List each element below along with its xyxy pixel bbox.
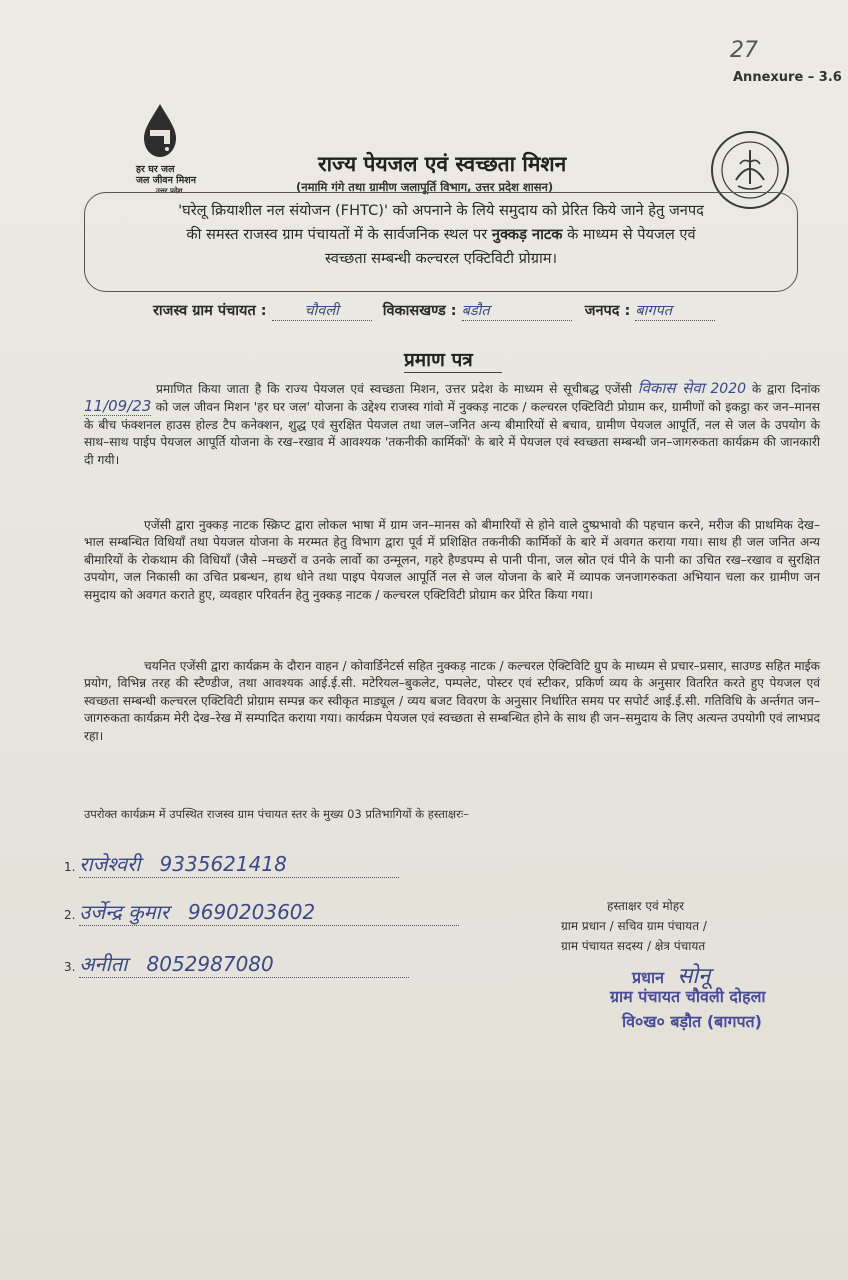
location-fields [153,300,715,321]
gram-panchayat-stamp: ग्राम पंचायत चौवली दोहला [610,987,766,1006]
signatory-phone: 9335621418 [159,852,287,876]
signature-block-line: ग्राम पंचायत सदस्य / क्षेत्र पंचायत [561,939,706,953]
gram-panchayat-label: राजस्व ग्राम पंचायत : [153,303,267,319]
banner-line: स्वच्छता सम्बन्धी कल्चरल एक्टिविटी प्रोग्राम। [325,250,557,267]
signatory-row [64,850,399,878]
block-stamp: वि०ख० बड़ौत (बागपत) [622,1012,762,1031]
block-value: बडौत [462,300,572,321]
pradhan-signature: सोनू [677,964,711,989]
block-label: विकासखण्ड : [382,303,457,319]
signatory-entry [79,950,409,978]
page-number: 27 [730,38,758,63]
paragraph-text: को जल जीवन मिशन 'हर घर जल' योजना के उद्देश्य राजस्व गांवो में नुक्कड़ नाटक / कल्चरल एक्टिविटी प्रोग्राम कर, ग्रामीणों को इकट्ठा कर जन–मानस के बीच फंक्शनल हाउस होल्ड टैप कनेक्शन, शुद्ध एवं सुरक्षित पेयजल तथा जल–जनित अन्य बीमारियों से बचाव, ग्रामीण पेयजल आपूर्ति, नल से जल के उपयोग के साथ–साथ पाईप पेयजल आपूर्ति योजना के रख–रखाव में आवश्यक 'तकनीकी कार्मिकों' के बारे में पेयजल एवं स्वच्छता सम्बन्धी जन–जागरुकता कार्यक्रम की जानकारी दी गयी। [84,400,821,467]
banner-line: 'घरेलू क्रियाशील नल संयोजन (FHTC)' को अपनाने के लिये समुदाय को प्रेरित किये जाने हेतु जनपद [178,202,704,219]
district-value: बागपत [635,300,715,321]
certificate-heading: प्रमाण पत्र [404,349,473,371]
signature-block-line: हस्ताक्षर एवं मोहर [607,899,685,913]
signatory-name: राजेश्वरी [79,852,141,876]
signatory-entry [79,850,399,878]
signatory-entry [79,898,459,926]
gram-panchayat-value: चौवली [272,300,372,321]
paragraph-text: के द्वारा दिनांक [746,382,821,396]
signatory-index: 3. [64,960,76,974]
signatory-row [64,950,409,978]
logo-text-line: उत्तर प्रदेश [156,187,183,195]
signatory-phone: 9690203602 [188,900,316,924]
agency-year-handwritten: 2020 [710,381,747,397]
signature-block [561,896,781,956]
mission-title: राज्य पेयजल एवं स्वच्छता मिशन [318,152,567,176]
stamp-pradhan-text: प्रधान [632,968,664,987]
signatory-index: 1. [64,860,76,874]
heading-underline [404,372,502,373]
signatory-row [64,898,459,926]
banner-text: की समस्त राजस्व ग्राम पंचायतों में के सार्वजनिक स्थल पर [186,226,492,243]
annexure-label: Annexure – 3.6 [733,70,842,85]
program-date-handwritten: 11/09/23 [84,397,152,416]
paragraph-text: प्रमाणित किया जाता है कि राज्य पेयजल एवं स्वच्छता मिशन, उत्तर प्रदेश के माध्यम से सूचीबद्ध एजेंसी [156,382,638,396]
har-ghar-jal-logo [130,100,210,195]
agency-name-handwritten: विकास सेवा [637,379,705,397]
participants-intro: उपरोक्त कार्यक्रम में उपस्थित राजस्व ग्राम पंचायत स्तर के मुख्य 03 प्रतिभागियों के हस्ताक्षरः– [84,807,469,821]
signatory-phone: 8052987080 [146,952,274,976]
mission-subtitle: (नमामि गंगे तथा ग्रामीण जलापूर्ति विभाग, उत्तर प्रदेश शासन) [296,180,554,194]
signatory-index: 2. [64,908,76,922]
signatory-name: अनीता [79,952,128,976]
banner-line [95,223,787,247]
logo-text-line: जल जीवन मिशन [136,175,197,186]
district-label: जनपद : [584,303,631,319]
signature-block-line: ग्राम प्रधान / सचिव ग्राम पंचायत / [561,919,707,933]
logo-text-line: हर घर जल [136,164,175,175]
signatory-name: उर्जेन्द्र कुमार [79,900,169,924]
water-drop-icon [130,100,210,160]
banner-bold-text: नुक्कड़ नाटक [491,226,563,243]
program-banner [84,192,798,292]
paragraph-certification [84,380,820,469]
paragraph-program-execution: चयनित एजेंसी द्वारा कार्यक्रम के दौरान वाहन / कोवार्डिनेटर्स सहित नुक्कड़ नाटक / कल्चरल ऐक्टिविटि ग्रुप के माध्यम से प्रचार–प्रसार, साउण्ड सहित माईक प्रयोग, विभिन्न तरह की स्टैण्डीज, तथा आवश्यक आई.ई.सी. मटेरियल–बुकलेट, पम्पलेट, पोस्टर एवं स्टीकर, प्रकिर्ण व्यय के अनुसार वितरित करते हुए पेयजल एवं स्वच्छता सम्बन्धी कल्चरल एक्टिविटी प्रोग्राम सम्पन्न कर स्वीकृत माड्यूल / व्यय बजट विवरण के अनुसार निर्धारित समय पर सपोर्ट आई.ई.सी. गतिविधि के अर्न्तगत जन–जागरुकता कार्यक्रम मेरी देख–रेख में सम्पादित कराया गया। कार्यक्रम पेयजल एवं स्वच्छता से सम्बन्धित होने के साथ ही जन–समुदाय के लिए अत्यन्त उपयोगी एवं लाभप्रद रहा। [84,659,820,743]
banner-text: के माध्यम से पेयजल एवं [562,226,696,243]
paragraph-agency-activities: एजेंसी द्वारा नुक्कड़ नाटक स्क्रिप्ट द्वारा लोकल भाषा में ग्राम जन–मानस को बीमारियों से होने वाले दुष्प्रभावो की पहचान करने, मरीज की प्राथमिक देख–भाल सम्बन्धित विधियाँ तथा पेयजल योजना के मरम्मत हेतु विभाग द्वारा पूर्व में प्रशिक्षित तकनीकी कार्मिकों के बारे में अवगत कराया गया। साथ ही जल जनित अन्य बीमारियों के रोकथाम की विधियाँ (जैसे –मच्छरों व उनके लार्वो का उन्मूलन, गहरे हैण्डपम्प से पानी पीना, जल स्रोत एवं पीने के पानी का उचित रख–रखाव व सुरक्षित उपयोग, जल निकासी का उचित प्रबन्धन, हाथ धोने तथा पाइप पेयजल आपूर्ति नल से जल योजना के बारे में व्यापक जनजागरुकता अभियान चला कर ग्रामीण जन समुदाय को अवगत कराते हुए, व्यवहार परिवर्तन हेतु नुक्कड़ नाटक / कल्चरल एक्टिविटी प्रोग्राम कर प्रेरित किया गया। [84,518,820,602]
